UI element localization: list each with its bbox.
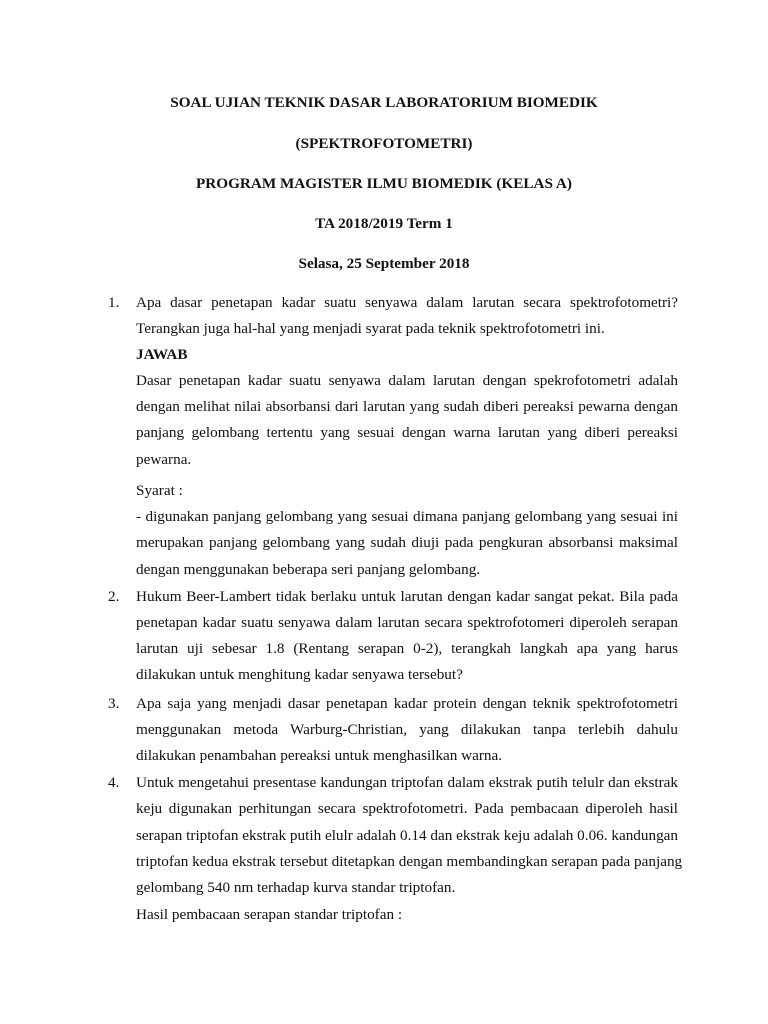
academic-term: TA 2018/2019 Term 1 — [315, 215, 453, 232]
question-number: 4. — [108, 774, 120, 791]
question-text-line: triptofan kedua ekstrak tersebut ditetapkan dengan membandingkan serapan pada panjang — [136, 853, 683, 870]
exam-subtitle: (SPEKTROFOTOMETRI) — [295, 135, 473, 152]
syarat-text-line: merupakan panjang gelombang yang sudah diuji pada pengkuran absorbansi maksimal — [136, 534, 678, 551]
question-number: 1. — [108, 294, 120, 311]
question-text-line: Untuk mengetahui presentase kandungan triptofan dalam ekstrak putih telulr dan ekstrak — [136, 774, 678, 791]
program-name: PROGRAM MAGISTER ILMU BIOMEDIK (KELAS A) — [196, 175, 572, 192]
answer-text-line: dengan melihat nilai absorbansi dari larutan yang sudah diberi pereaksi pewarna dengan — [136, 398, 678, 415]
question-text-line: Hukum Beer-Lambert tidak berlaku untuk larutan dengan kadar sangat pekat. Bila pada — [136, 588, 678, 605]
question-text-line: serapan triptofan ekstrak putih elulr adalah 0.14 dan ekstrak keju adalah 0.06. kandungan — [136, 827, 678, 844]
syarat-text-line: - digunakan panjang gelombang yang sesuai dimana panjang gelombang yang sesuai ini — [136, 508, 678, 525]
question-text-line: penetapan kadar suatu senyawa dalam larutan secara spektrofotomeri diperoleh serapan — [136, 614, 678, 631]
answer-label: JAWAB — [136, 346, 188, 363]
question-number: 2. — [108, 588, 120, 605]
question-text-line: gelombang 540 nm terhadap kurva standar triptofan. — [136, 879, 456, 896]
question-text-line: Hasil pembacaan serapan standar triptofan : — [136, 906, 403, 923]
answer-text-line: panjang gelombang tertentu yang sesuai dengan warna larutan yang diberi pereaksi — [136, 424, 678, 441]
exam-title: SOAL UJIAN TEKNIK DASAR LABORATORIUM BIOMEDIK — [170, 94, 598, 111]
answer-text-line: pewarna. — [136, 451, 192, 468]
question-text-line: Apa saja yang menjadi dasar penetapan kadar protein dengan teknik spektrofotometri — [136, 695, 678, 712]
question-text-line: dilakukan untuk menghitung kadar senyawa tersebut? — [136, 666, 463, 683]
question-text-line: menggunakan metoda Warburg-Christian, yang dilakukan tanpa terlebih dahulu — [136, 721, 678, 738]
question-text-line: larutan uji sebesar 1.8 (Rentang serapan 0-2), terangkah langkah apa yang harus — [136, 640, 678, 657]
question-number: 3. — [108, 695, 120, 712]
question-text-line: keju digunakan perhitungan secara spektrofotometri. Pada pembacaan diperoleh hasil — [136, 800, 678, 817]
question-text-line: Apa dasar penetapan kadar suatu senyawa dalam larutan secara spektrofotometri? — [136, 294, 678, 311]
syarat-label: Syarat : — [136, 482, 183, 499]
answer-text-line: Dasar penetapan kadar suatu senyawa dalam larutan dengan spekrofotometri adalah — [136, 372, 678, 389]
syarat-text-line: dengan menggunakan beberapa seri panjang gelombang. — [136, 561, 481, 578]
question-text-line: Terangkan juga hal-hal yang menjadi syarat pada teknik spektrofotometri ini. — [136, 320, 605, 337]
exam-date: Selasa, 25 September 2018 — [298, 255, 470, 272]
question-text-line: dilakukan penambahan pereaksi untuk menghasilkan warna. — [136, 747, 503, 764]
